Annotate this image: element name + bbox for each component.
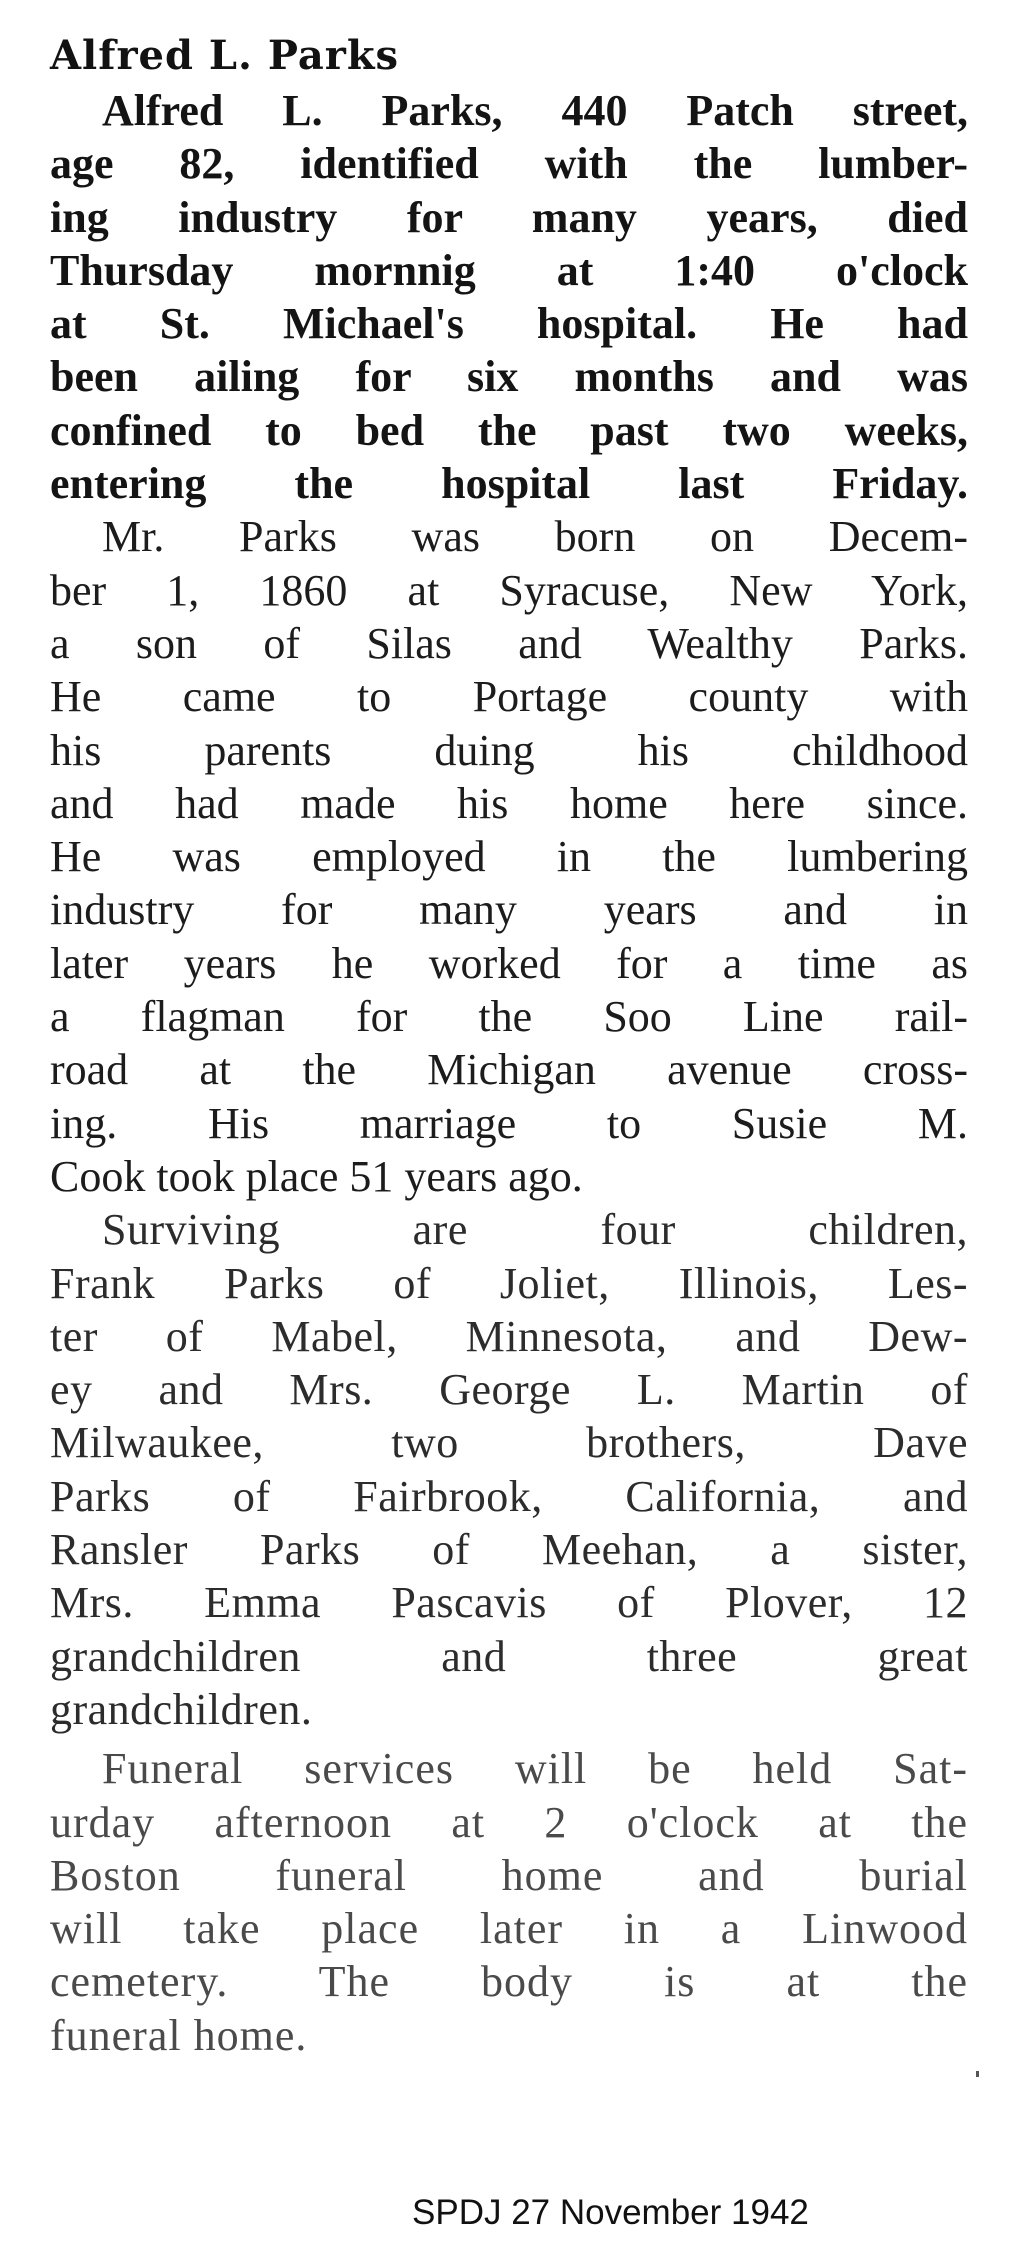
text-line: grandchildren and three great — [50, 1631, 968, 1681]
text-line: ing industry for many years, died — [50, 192, 968, 242]
text-line: ber 1, 1860 at Syracuse, New York, — [50, 565, 968, 615]
headline: Alfred L. Parks — [50, 32, 400, 79]
text-line: ter of Mabel, Minnesota, and Dew- — [50, 1311, 968, 1361]
text-line: been ailing for six months and was — [50, 352, 968, 402]
text-line: He came to Portage county with — [50, 672, 968, 722]
source-credit: SPDJ 27 November 1942 — [412, 2193, 809, 2232]
text-line: will take place later in a Linwood — [50, 1904, 968, 1954]
text-line: a son of Silas and Wealthy Parks. — [50, 618, 968, 668]
paragraph-3 — [50, 1203, 968, 1736]
text-line: He was employed in the lumbering — [50, 832, 968, 882]
paragraph-2 — [50, 510, 968, 1203]
obituary-clipping — [50, 28, 968, 2062]
text-line: Surviving are four children, — [102, 1205, 968, 1255]
text-line: confined to bed the past two weeks, — [50, 405, 968, 455]
text-line: Funeral services will be held Sat- — [102, 1744, 968, 1794]
text-line: Cook took place 51 years ago. — [50, 1151, 583, 1201]
paragraph-1 — [50, 84, 968, 510]
text-line: Frank Parks of Joliet, Illinois, Les- — [50, 1258, 968, 1308]
text-line: age 82, identified with the lumber- — [50, 139, 968, 189]
text-line: ey and Mrs. George L. Martin of — [50, 1365, 968, 1415]
text-line: funeral home. — [50, 2010, 308, 2060]
text-line: grandchildren. — [50, 1684, 313, 1734]
text-line: entering the hospital last Friday. — [50, 459, 968, 509]
print-speck — [976, 2071, 979, 2077]
text-line: at St. Michael's hospital. He had — [50, 299, 968, 349]
text-line: and had made his home here since. — [50, 778, 968, 828]
text-line: Alfred L. Parks, 440 Patch street, — [102, 86, 968, 135]
text-line: Ransler Parks of Meehan, a sister, — [50, 1525, 968, 1575]
text-line: Thursday mornnig at 1:40 o'clock — [50, 245, 968, 295]
text-line: Mr. Parks was born on Decem- — [102, 512, 968, 562]
paragraph-4 — [50, 1742, 968, 2062]
text-line: industry for many years and in — [50, 885, 968, 935]
text-line: urday afternoon at 2 o'clock at the — [50, 1797, 968, 1847]
text-line: road at the Michigan avenue cross- — [50, 1045, 968, 1095]
text-line: cemetery. The body is at the — [50, 1957, 968, 2007]
text-line: Boston funeral home and burial — [50, 1850, 968, 1900]
text-line: a flagman for the Soo Line rail- — [50, 992, 968, 1042]
text-line: Mrs. Emma Pascavis of Plover, 12 — [50, 1578, 968, 1628]
text-line: Parks of Fairbrook, California, and — [50, 1471, 968, 1521]
text-line: ing. His marriage to Susie M. — [50, 1098, 968, 1148]
text-line: his parents duing his childhood — [50, 725, 968, 775]
text-line: Milwaukee, two brothers, Dave — [50, 1418, 968, 1468]
text-line: later years he worked for a time as — [50, 938, 968, 988]
